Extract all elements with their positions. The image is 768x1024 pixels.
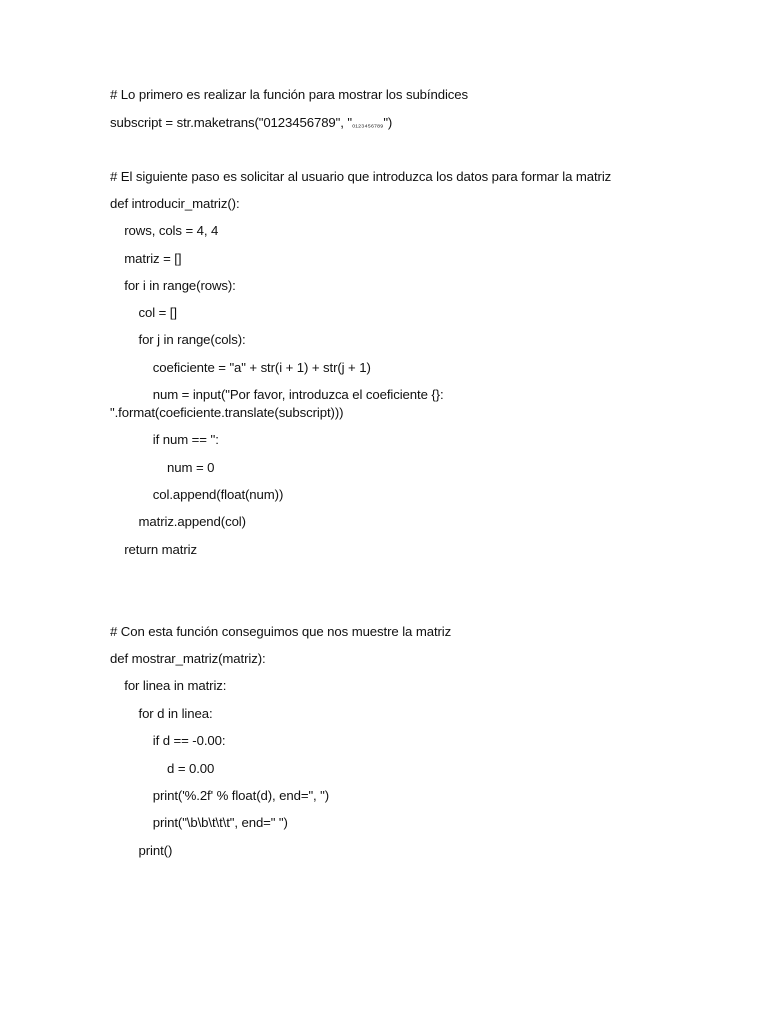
code-line: coeficiente = "a" + str(i + 1) + str(j + 1) <box>110 360 371 375</box>
code-line: return matriz <box>110 542 197 557</box>
code-line: matriz.append(col) <box>110 514 246 529</box>
subscript-code-end: ") <box>383 115 393 130</box>
code-line: col.append(float(num)) <box>110 487 284 502</box>
code-line: def introducir_matriz(): <box>110 196 240 211</box>
code-line: col = [] <box>110 305 177 320</box>
code-line: for d in linea: <box>110 706 213 721</box>
code-line: print('%.2f' % float(d), end=", ") <box>110 788 330 803</box>
subscript-code-start: subscript = str.maketrans("0123456789", " <box>110 115 352 130</box>
code-line: if num == '': <box>110 432 219 447</box>
comment-line-2: # El siguiente paso es solicitar al usuario que introduzca los datos para formar la matriz <box>110 169 612 184</box>
code-line: if d == -0.00: <box>110 733 226 748</box>
code-line: num = 0 <box>110 460 215 475</box>
code-line: for j in range(cols): <box>110 332 246 347</box>
code-line: for i in range(rows): <box>110 278 236 293</box>
comment-line-3: # Con esta función conseguimos que nos muestre la matriz <box>110 624 452 639</box>
code-line: print() <box>110 843 173 858</box>
code-line: d = 0.00 <box>110 761 215 776</box>
subscript-definition-line <box>110 114 392 133</box>
code-line: rows, cols = 4, 4 <box>110 223 219 238</box>
comment-line-1: # Lo primero es realizar la función para mostrar los subíndices <box>110 87 468 102</box>
subscript-digits: ₀₁₂₃₄₅₆₇₈₉ <box>351 120 384 129</box>
code-line: num = input("Por favor, introduzca el coeficiente {}: <box>110 387 444 402</box>
code-line-wrapped: ".format(coeficiente.translate(subscript))) <box>110 405 344 420</box>
code-line: for linea in matriz: <box>110 678 227 693</box>
code-line: matriz = [] <box>110 251 182 266</box>
code-line: def mostrar_matriz(matriz): <box>110 651 266 666</box>
code-line: print("\b\b\t\t\t", end=" ") <box>110 815 288 830</box>
